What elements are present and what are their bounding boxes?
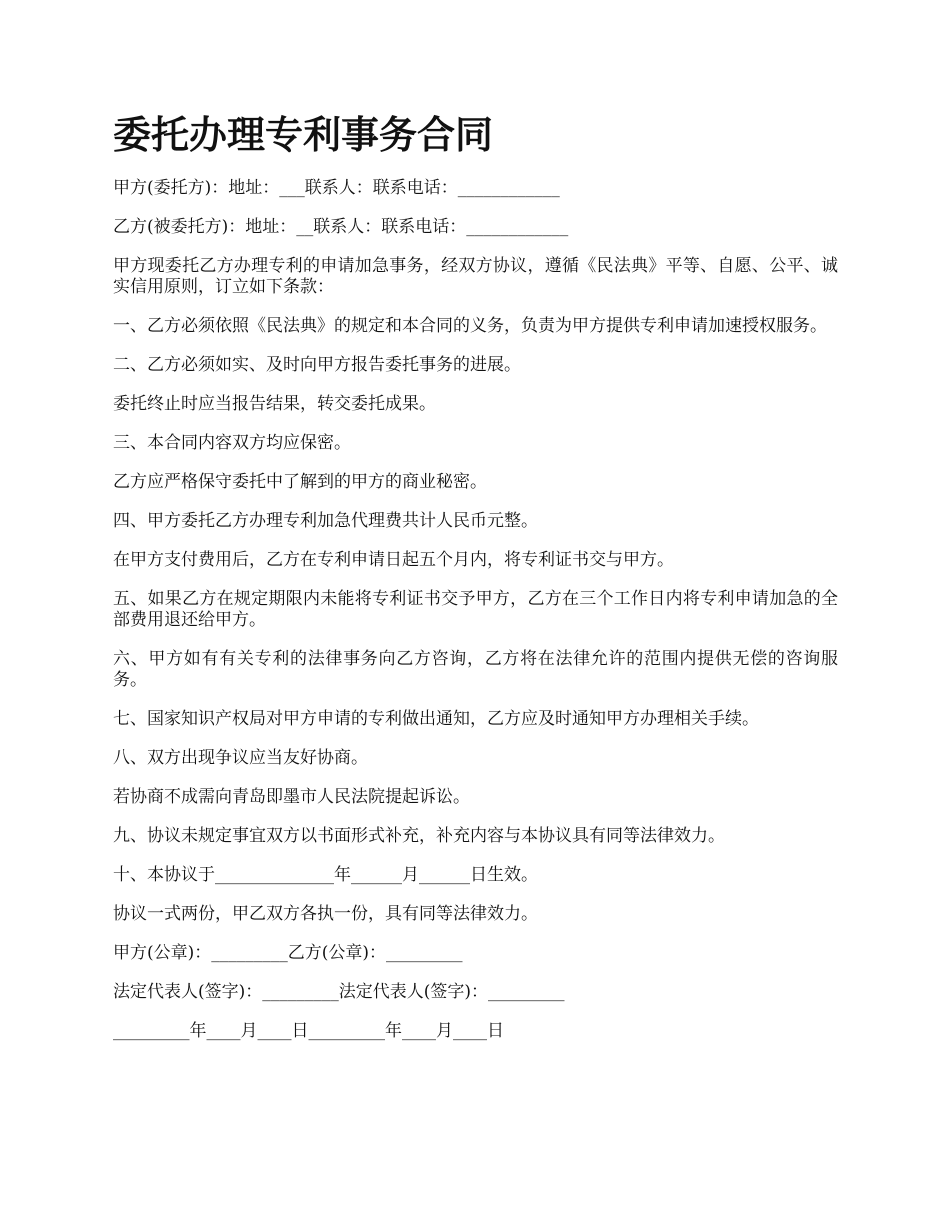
clause-3-detail: 乙方应严格保守委托中了解到的甲方的商业秘密。: [113, 472, 487, 492]
copies-statement: 协议一式两份，甲乙双方各执一份，具有同等法律效力。: [113, 904, 538, 924]
clause-8-detail: 若协商不成需向青岛即墨市人民法院提起诉讼。: [113, 787, 470, 807]
clause-4: 四、甲方委托乙方办理专利加急代理费共计人民币元整。: [113, 511, 538, 531]
party-a-line: 甲方(委托方)：地址：___联系人：联系电话：____________: [113, 178, 560, 198]
party-b-line: 乙方(被委托方)：地址：__联系人：联系电话：____________: [113, 217, 569, 237]
document-title: 委托办理专利事务合同: [113, 112, 494, 157]
clause-3: 三、本合同内容双方均应保密。: [113, 433, 351, 453]
clause-1: 一、乙方必须依照《民法典》的规定和本合同的义务，负责为甲方提供专利申请加速授权服务。: [113, 316, 827, 336]
clause-7: 七、国家知识产权局对甲方申请的专利做出通知，乙方应及时通知甲方办理相关手续。: [113, 709, 759, 729]
seal-line: 甲方(公章)：_________乙方(公章)：_________: [113, 943, 463, 963]
clause-2-detail: 委托终止时应当报告结果，转交委托成果。: [113, 394, 436, 414]
clause-5: 五、如果乙方在规定期限内未能将专利证书交予甲方，乙方在三个工作日内将专利申请加急的全部费用退还给甲方。: [113, 589, 838, 630]
preamble-paragraph: 甲方现委托乙方办理专利的申请加急事务，经双方协议，遵循《民法典》平等、自愿、公平、诚实信用原则，订立如下条款：: [113, 256, 838, 297]
clause-4-detail: 在甲方支付费用后，乙方在专利申请日起五个月内，将专利证书交与甲方。: [113, 550, 674, 570]
clause-2: 二、乙方必须如实、及时向甲方报告委托事务的进展。: [113, 355, 521, 375]
signature-line: 法定代表人(签字)：_________法定代表人(签字)：_________: [113, 982, 565, 1002]
clause-8: 八、双方出现争议应当友好协商。: [113, 748, 368, 768]
clause-10: 十、本协议于______________年______月______日生效。: [113, 865, 538, 885]
clause-6: 六、甲方如有有关专利的法律事务向乙方咨询，乙方将在法律允许的范围内提供无偿的咨询服务。: [113, 649, 838, 690]
clause-9: 九、协议未规定事宜双方以书面形式补充，补充内容与本协议具有同等法律效力。: [113, 826, 725, 846]
date-line: _________年____月____日_________年____月____日: [113, 1021, 504, 1041]
